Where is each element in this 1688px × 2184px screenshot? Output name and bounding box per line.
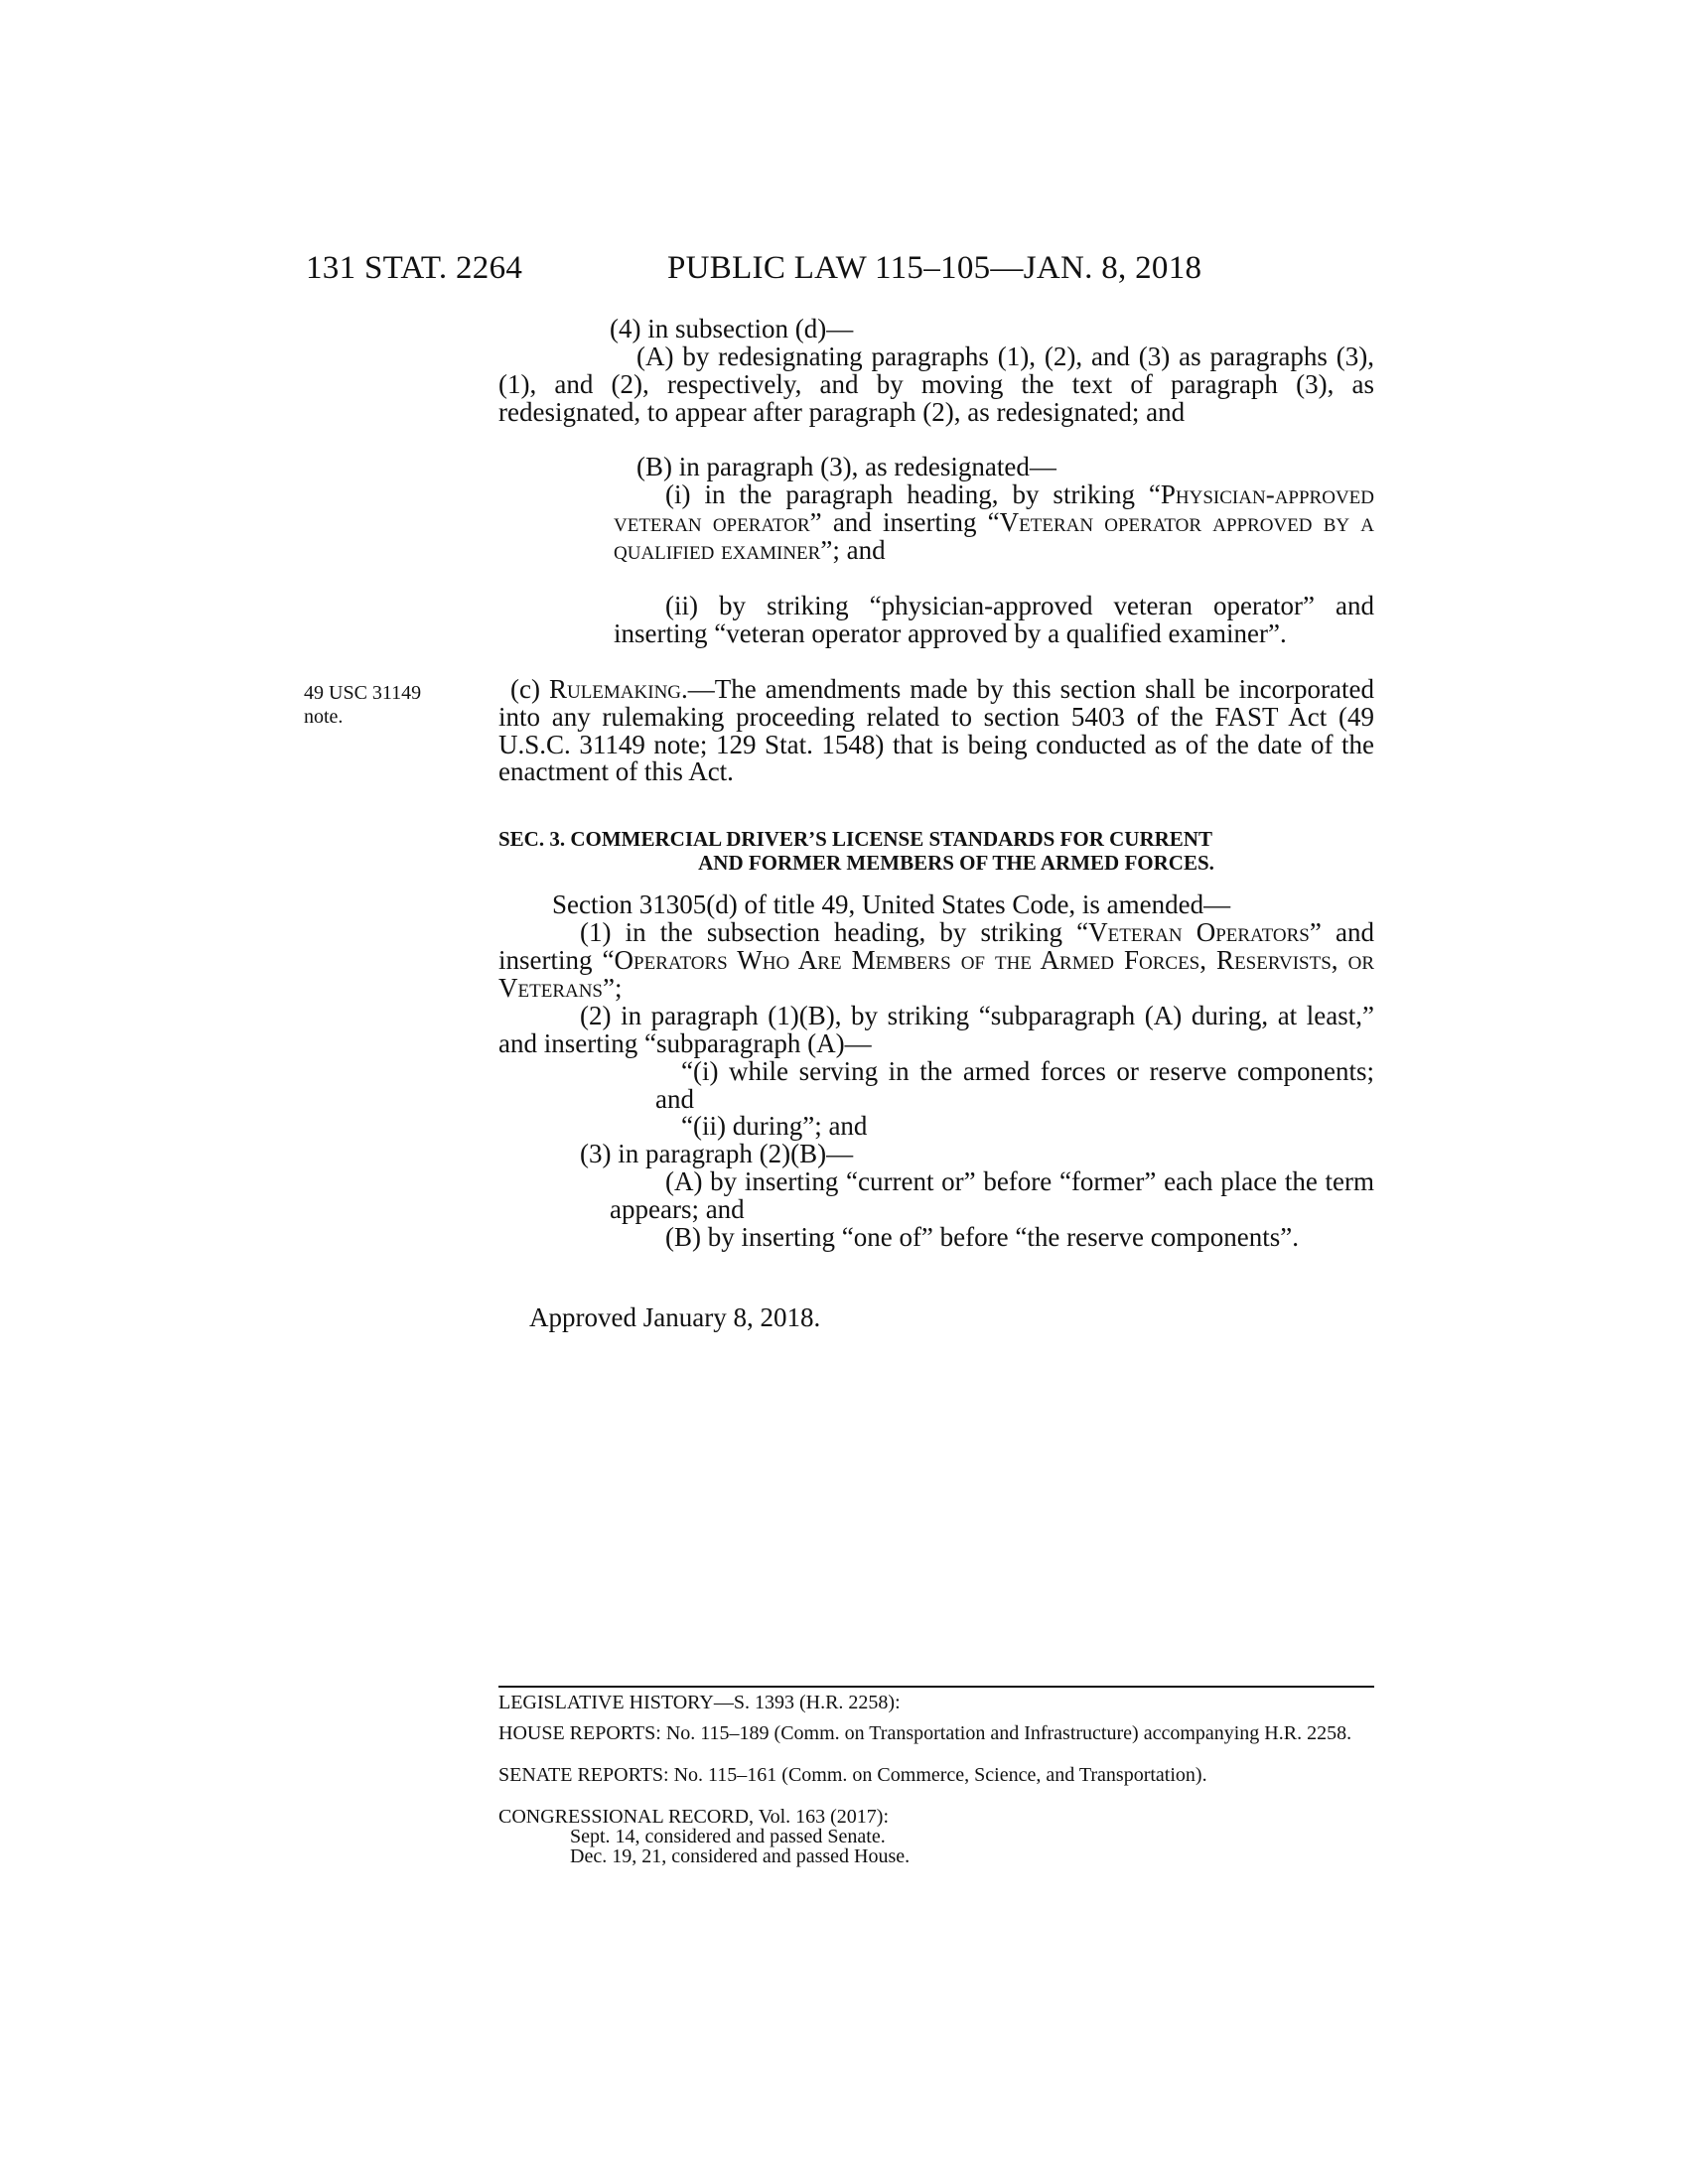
paragraph-4: (4) in subsection (d)— [610, 314, 854, 343]
margin-note-suffix: note. [304, 706, 344, 728]
clause-ii: (ii) by striking “physician-approved veteran operator” and inserting “veteran operator approved by a qualified examiner”. [614, 591, 1374, 648]
section-3-item-2-i: “(i) while serving in the armed forces or reserve components; and [655, 1056, 1374, 1114]
clause-i: (i) in the paragraph heading, by striking “Physician-approved veteran operator” and inserting “Veteran operator approved by a qualified examiner”; and [614, 479, 1374, 565]
section-3-item-2: (2) in paragraph (1)(B), by striking “subparagraph (A) during, at least,” and inserting “subparagraph (A)— [498, 1001, 1374, 1058]
congressional-record: CONGRESSIONAL RECORD, Vol. 163 (2017): [498, 1806, 889, 1828]
legislative-history-title: LEGISLATIVE HISTORY—S. 1393 (H.R. 2258): [498, 1692, 901, 1713]
section-3-item-3-A: (A) by inserting “current or” before “former” each place the term appears; and [610, 1166, 1374, 1224]
stat-page-number: 131 STAT. 2264 [306, 250, 523, 286]
section-3-item-3-B: (B) by inserting “one of” before “the reserve components”. [665, 1222, 1299, 1252]
section-3-item-3: (3) in paragraph (2)(B)— [580, 1139, 854, 1168]
subparagraph-A: (A) by redesignating paragraphs (1), (2), and (3) as paragraphs (3), (1), and (2), respectively, and by moving the text of paragraph (3), as redesignated, to appear after paragraph (2), as redesignated; and [498, 341, 1374, 427]
section-3-heading: SEC. 3. COMMERCIAL DRIVER’S LICENSE STANDARDS FOR CURRENT AND FORMER MEMBERS OF THE ARMED FORCES. [498, 827, 1214, 875]
approval-date: Approved January 8, 2018. [529, 1302, 821, 1332]
house-action: Dec. 19, 21, considered and passed House. [570, 1845, 911, 1867]
margin-note [304, 681, 453, 729]
margin-note-citation: 49 USC 31149 [304, 682, 422, 704]
rulemaking-heading: Rulemaking [548, 674, 682, 704]
house-reports: HOUSE REPORTS: No. 115–189 (Comm. on Transportation and Infrastructure) accompanying H.R. 2258. [498, 1722, 1352, 1744]
subsection-c-rulemaking: (c) Rulemaking.—The amendments made by this section shall be incorporated into any rulemaking proceeding related to section 5403 of the FAST Act (49 U.S.C. 31149 note; 129 Stat. 1548) that is being conducted as of the date of the enactment of this Act. [498, 674, 1375, 787]
section-3-item-2-ii: “(ii) during”; and [681, 1111, 868, 1141]
section-3-item-1: (1) in the subsection heading, by striking “Veteran Operators” and inserting “Operators Who Are Members of the Armed Forces, Reservists, or Veterans”; [498, 917, 1374, 1003]
senate-reports: SENATE REPORTS: No. 115–161 (Comm. on Commerce, Science, and Transportation). [498, 1764, 1207, 1786]
section-3-intro: Section 31305(d) of title 49, United States Code, is amended— [552, 889, 1231, 919]
page-title: PUBLIC LAW 115–105—JAN. 8, 2018 [667, 250, 1202, 286]
subparagraph-B: (B) in paragraph (3), as redesignated— [636, 452, 1056, 481]
senate-action: Sept. 14, considered and passed Senate. [570, 1826, 886, 1847]
footnote-divider [498, 1686, 1374, 1688]
